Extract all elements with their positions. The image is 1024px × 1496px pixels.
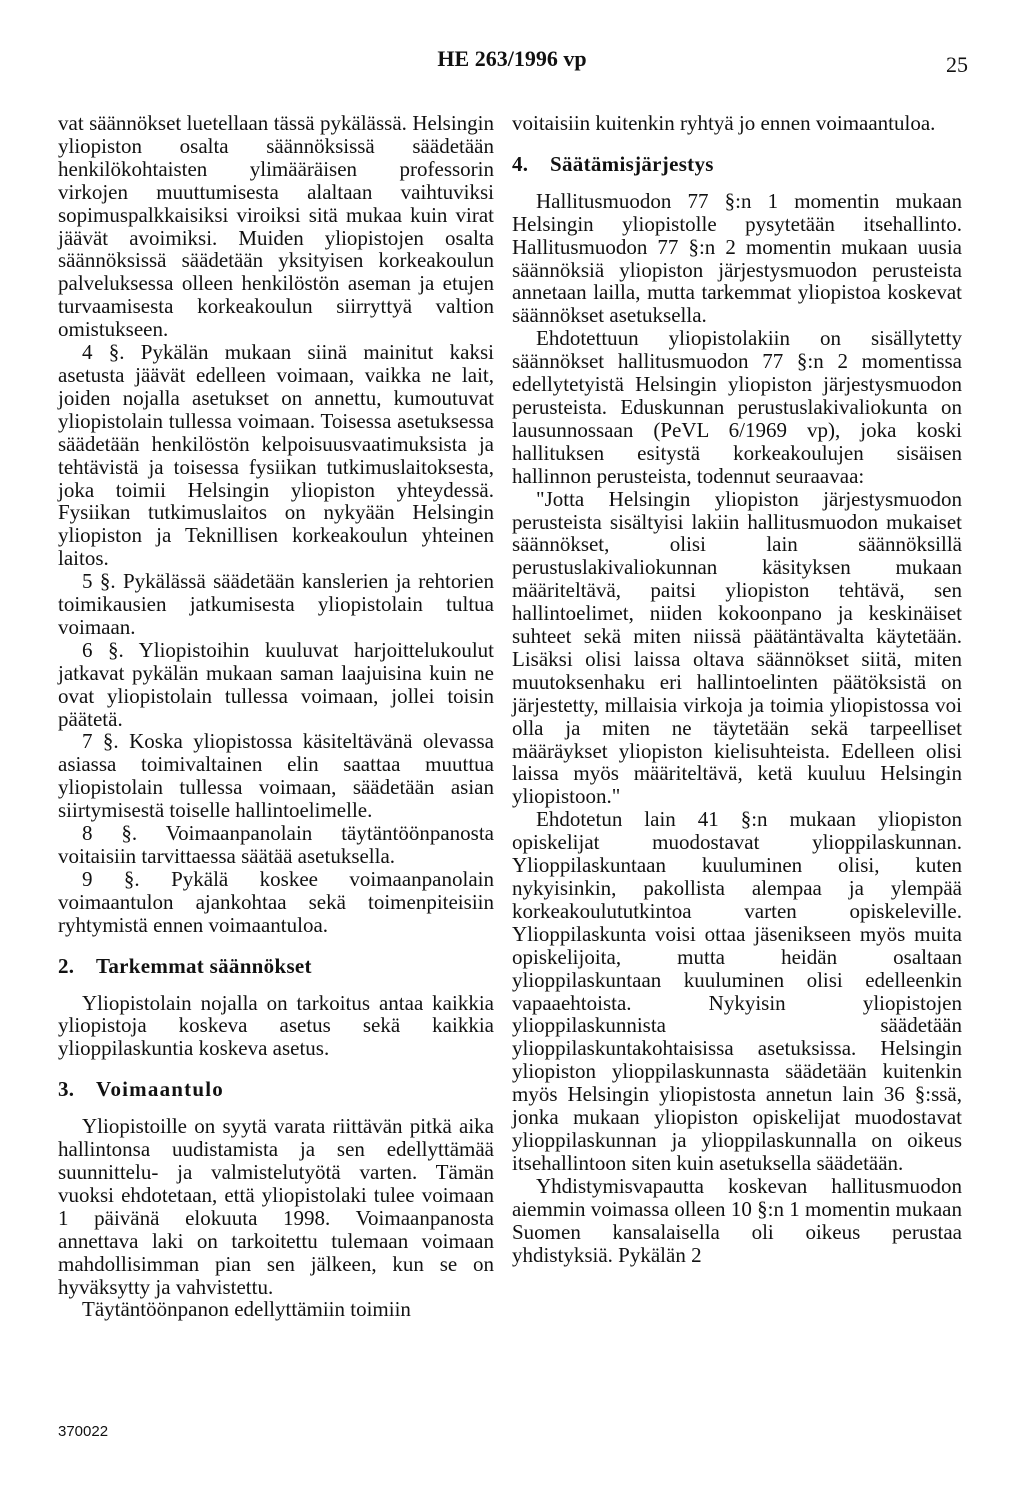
left-column: [58, 112, 494, 1321]
heading-4-number: 4.: [512, 151, 529, 176]
page-header: [0, 46, 1024, 86]
paragraph-entry-into-force: Yliopistoille on syytä varata riittävän pitkä aika hallintonsa uudistamista ja sen edellyttämää suunnittelu- ja valmistelutyötä varten. Tämän vuoksi ehdotetaan, että yliopistolaki tulee voimaan 1 päivänä elokuuta 1998. Voimaanpanosta annettava laki on tarkoitettu tulemaan voimaan mahdollisimman pian sen jälkeen, kun se on hyväksytty ja vahvistettu.: [58, 1114, 494, 1299]
page-number: 25: [946, 52, 968, 77]
paragraph-proposed-law: Ehdotettuun yliopistolakiin on sisällytetty säännökset hallitusmuodon 77 §:n 2 momentissa edellytetyistä Helsingin yliopiston järjestysmuodon perusteista. Eduskunnan perustuslakivaliokunta on lausunnossaan (PeVL 6/1969 vp), joka koski hallituksen esitystä korkeakoulujen sisäisen hallinnon perusteista, todennut seuraavaa:: [512, 326, 962, 488]
document-title: HE 263/1996 vp: [437, 46, 587, 71]
heading-2: [58, 955, 494, 978]
paragraph-section-6: 6 §. Yliopistoihin kuuluvat harjoittelukoulut jatkavat pykälän mukaan saman laajuisina kuin ne ovat yliopistolain tullessa voimaan, jollei toisin päätetä.: [58, 637, 494, 731]
paragraph-implementation: Täytäntöönpanon edellyttämiin toimiin: [82, 1297, 411, 1322]
heading-3-text: Voimaantulo: [96, 1077, 224, 1102]
paragraph-intro-continuation: vat säännökset luetellaan tässä pykälässä. Helsingin yliopiston osalta säännöksissä säädetään henkilökohtaisten ylimääräisen professorin virkojen muuttumisesta alaltaan vaihtuviksi sopimuspalkkaisiksi viroiksi sitä mukaa kuin virat jäävät avoimiksi. Muiden yliopistojen osalta säännöksissä säädetään yksityisen korkeakoulun palveluksessa olleen henkilöstön aseman ja etujen turvaamisesta korkeakoulun siirryttyä valtion omistukseen.: [58, 111, 494, 342]
paragraph-section-8: 8 §. Voimaanpanolain täytäntöönpanosta voitaisiin tarvittaessa säätää asetuksella.: [58, 821, 494, 868]
heading-2-number: 2.: [58, 953, 75, 978]
paragraph-section-4: 4 §. Pykälän mukaan siinä mainitut kaksi asetusta jäävät edelleen voimaan, vaikka ne lait, joiden nojalla asetukset on annettu, kumoutuvat yliopistolain tullessa voimaan. Toisessa asetuksessa säädetään henkilöstön kelpoisuusvaatimuksista ja tehtävistä ja toisessa fysiikan tutkimuslaitoksesta, joka toimii Helsingin yliopiston yhteydessä. Fysiikan tutkimuslaitos on nykyään Helsingin yliopiston ja Teknillisen korkeakoulun yhteinen laitos.: [58, 340, 494, 571]
heading-4: [512, 153, 962, 176]
right-column: [512, 112, 962, 1266]
paragraph-continuation: voitaisiin kuitenkin ryhtyä jo ennen voimaantuloa.: [512, 111, 936, 135]
print-code: 370022: [58, 1423, 109, 1440]
paragraph-section-9: 9 §. Pykälä koskee voimaanpanolain voimaantulon ajankohtaa sekä toimenpiteisiin ryhtymistä ennen voimaantuloa.: [58, 866, 494, 937]
paragraph-constitution-77: Hallitusmuodon 77 §:n 1 momentin mukaan Helsingin yliopistolle pysytetään itsehallinto. Hallitusmuodon 77 §:n 2 momentin mukaan uusia säännöksiä yliopiston järjestysmuodon perusteista annetaan lailla, mutta tarkemmat yliopistoa koskevat säännökset asetuksella.: [512, 188, 962, 328]
paragraph-section-5: 5 §. Pykälässä säädetään kanslerien ja rehtorien toimikausien jatkumisesta yliopistolain tultua voimaan.: [58, 569, 494, 639]
paragraph-section-7: 7 §. Koska yliopistossa käsiteltävänä olevassa asiassa toimivaltainen elin saattaa muuttua yliopistolain tullessa voimaan, säädetään asian siirtymisestä toiselle hallintoelimelle.: [58, 729, 494, 823]
heading-2-text: Tarkemmat säännökset: [96, 953, 312, 978]
paragraph-detailed-provisions: Yliopistolain nojalla on tarkoitus antaa kaikkia yliopistoja koskeva asetus sekä kaikkia ylioppilaskuntia koskeva asetus.: [58, 990, 494, 1061]
paragraph-student-union: Ehdotetun lain 41 §:n mukaan yliopiston opiskelijat muodostavat ylioppilaskunnan. Ylioppilaskuntaan kuuluminen olisi, kuten nykyisinkin, pakollista alempaa ja ylempää korkeakoulututkintoa varten opiskeleville. Ylioppilaskunta voisi ottaa jäsenikseen myös muita opiskelijoita, mutta heidän osaltaan ylioppilaskuntaan kuuluminen olisi edelleenkin vapaaehtoista. Nykyisin yliopistojen ylioppilaskunnista säädetään ylioppilaskuntakohtaisissa asetuksissa. Helsingin yliopiston ylioppilaskunnasta säädetään kuitenkin myös Helsingin yliopistosta annetun lain 36 §:ssä, jonka mukaan yliopiston opiskelijat muodostavat ylioppilaskunnan ja ylioppilaskunnalla on oikeus itsehallintoon siten kuin asetuksella säädetään.: [512, 807, 962, 1175]
heading-4-text: Säätämisjärjestys: [550, 151, 714, 176]
heading-3-number: 3.: [58, 1077, 75, 1102]
quotation-committee-statement: "Jotta Helsingin yliopiston järjestysmuodon perusteista sisältyisi lakiin hallitusmuodon mukaiset säännökset, olisi lain säännöksillä perustuslakivaliokunnan käsityksen mukaan määriteltävä, paitsi yliopiston tehtävä, sen hallintoelimet, niiden kokoonpano ja keskinäiset suhteet sekä miten niissä päätäntävalta käytetään. Lisäksi olisi laissa oltava säännökset siitä, miten muutoksenhaku eri hallintoelinten päätöksistä on järjestetty, millaisia virkoja ja toimia yliopistossa voi olla ja miten ne täytetään sekä tarpeelliset määräykset yliopiston kielisuhteista. Edelleen olisi laissa myös määriteltävä, ketä kuuluu Helsingin yliopistoon.": [512, 486, 962, 809]
paragraph-freedom-of-association: Yhdistymisvapautta koskevan hallitusmuodon aiemmin voimassa olleen 10 §:n 1 momentin mukaan Suomen kansalaisella oli oikeus perustaa yhdistyksiä. Pykälän 2: [512, 1173, 962, 1267]
heading-3: [58, 1078, 494, 1101]
